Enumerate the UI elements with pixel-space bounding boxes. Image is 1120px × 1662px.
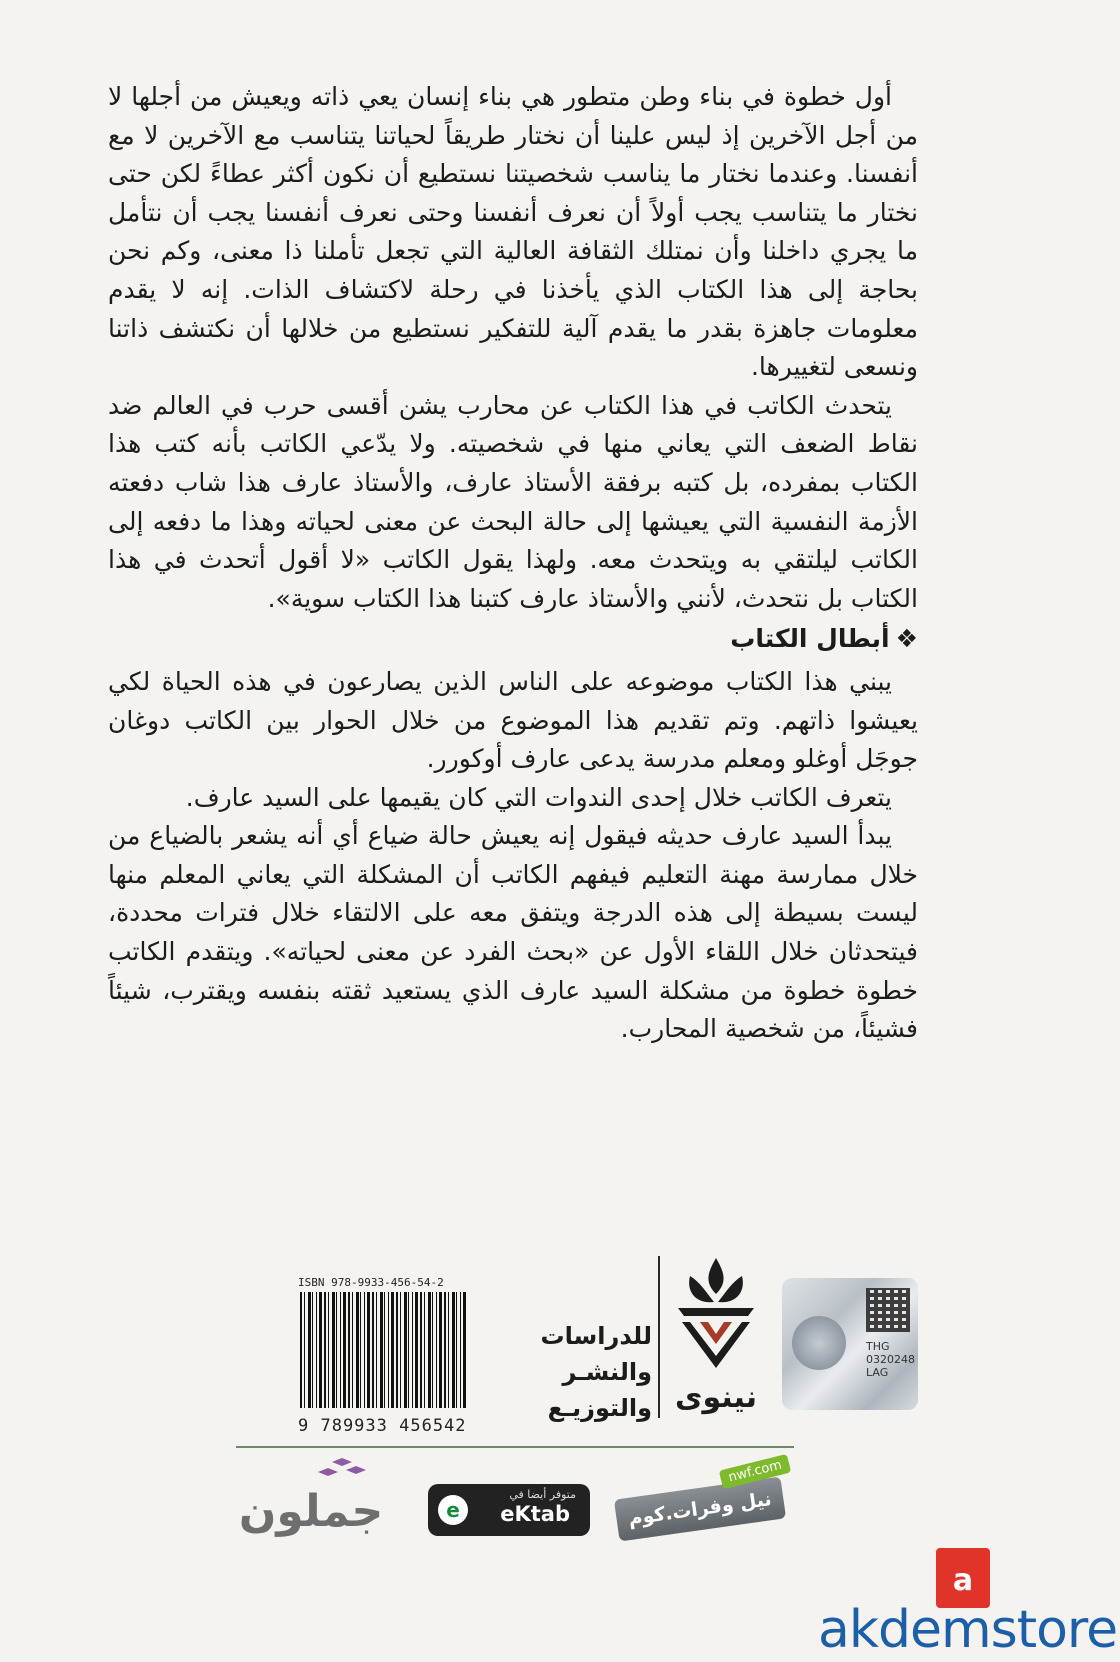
- blurb-paragraph-1: أول خطوة في بناء وطن متطور هي بناء إنسان يعي ذاته ويعيش من أجلها لا من أجل الآخرين إذ ليس علينا أن نختار طريقاً لحياتنا يتناسب مع الآخرين لا مع أنفسنا. وعندما نختار ما يناسب شخصيتنا نستطيع أن نكون أكثر عطاءً لكن حتى نختار ما يتناسب يجب أولاً أن نعرف أنفسنا وحتى نعرف أنفسنا يجب أن نتأمل ما يجري داخلنا وأن نمتلك الثقافة العالية التي تجعل تأملنا ذا معنى، وكم نحن بحاجة إلى هذا الكتاب الذي يأخذنا في رحلة لاكتشاف الذات. إنه لا يقدم معلومات جاهزة بقدر ما يقدم آلية للتفكير نستطيع من خلالها أن نكتشف ذاتنا ونسعى لتغييرها.: [108, 82, 918, 382]
- diamond-bullet-icon: ❖: [895, 624, 918, 654]
- sticker-code: THG 0320248 LAG: [866, 1340, 915, 1379]
- nwf-logo: [612, 1457, 798, 1542]
- blurb-paragraph-4: يتعرف الكاتب خلال إحدى الندوات التي كان يقيمها على السيد عارف.: [185, 782, 892, 812]
- jamalon-cube-icon: [236, 1458, 386, 1488]
- blurb-paragraph-3: يبني هذا الكتاب موضوعه على الناس الذين يصارعون في هذه الحياة لكي يعيشوا ذاتهم. وتم تقديم هذا الموضوع من خلال الحوار بين الكاتب دوغان جوجَل أوغلو ومعلم مدرسة يدعى عارف أوكورر.: [108, 666, 918, 774]
- retailer-divider: [236, 1446, 794, 1448]
- ektab-available-label: متوفر أيضا في: [509, 1488, 576, 1501]
- publisher-logo: [660, 1252, 772, 1422]
- ektab-badge: [428, 1484, 590, 1536]
- section-heading-label: أبطال الكتاب: [730, 624, 890, 654]
- barcode-digits: 9 789933 456542: [298, 1416, 467, 1436]
- barcode-bars: [300, 1292, 466, 1416]
- jamalon-logo: [236, 1458, 386, 1538]
- qr-code-icon: [866, 1288, 910, 1332]
- akdemstore-watermark: [818, 1548, 1120, 1662]
- ektab-e-icon: e: [438, 1495, 468, 1525]
- publisher-emblem-icon: [660, 1252, 772, 1380]
- publisher-divider: [658, 1256, 660, 1418]
- jamalon-wordmark: جملون: [238, 1486, 384, 1537]
- nwf-tag: نيل وفرات.كوم: [614, 1477, 786, 1542]
- akdemstore-wordmark: akdemstore: [818, 1600, 1118, 1660]
- nwf-domain-badge: nwf.com: [719, 1454, 792, 1489]
- publisher-wordmark: نينوى: [674, 1380, 758, 1415]
- hologram-seal-icon: [792, 1316, 846, 1370]
- shopping-bag-icon: a: [936, 1548, 990, 1608]
- blurb-paragraph-5: يبدأ السيد عارف حديثه فيقول إنه يعيش حالة ضياع أي أنه يشعر بالضياع من خلال ممارسة مهنة التعليم فيفهم الكاتب أن المشكلة التي يعاني المعلم منها ليست بسيطة إلى هذه الدرجة ويتفق معه على الالتقاء خلال فترات محددة، فيتحدثان خلال اللقاء الأول عن «بحث الفرد عن معنى لحياته». ويتقدم الكاتب خطوة خطوة من مشكلة السيد عارف الذي يستعيد ثقته بنفسه ويقترب، شيئاً فشيئاً، من شخصية المحارب.: [108, 821, 918, 1044]
- blurb-text: [108, 78, 918, 1049]
- ektab-name: eKtab: [500, 1502, 570, 1526]
- publisher-tagline: للدراسات والنشـر والتوزيـع: [540, 1322, 652, 1422]
- hologram-sticker: [782, 1278, 918, 1410]
- section-heading: [108, 620, 918, 659]
- isbn-label: ISBN 978-9933-456-54-2: [298, 1276, 444, 1289]
- isbn-barcode: [298, 1276, 470, 1438]
- blurb-paragraph-2: يتحدث الكاتب في هذا الكتاب عن محارب يشن أقسى حرب في العالم ضد نقاط الضعف التي يعاني منها في شخصيته. ولا يدّعي الكاتب بأنه كتب هذا الكتاب بمفرده، بل كتبه برفقة الأستاذ عارف، والأستاذ عارف هذا شاب دفعته الأزمة النفسية التي يعيشها إلى حالة البحث عن معنى لحياته وهذا ما دفعه إلى الكاتب ليلتقي به ويتحدث معه. ولهذا يقول الكاتب «لا أقول أتحدث في هذا الكتاب بل نتحدث، لأنني والأستاذ عارف كتبنا هذا الكتاب سوية».: [108, 390, 918, 613]
